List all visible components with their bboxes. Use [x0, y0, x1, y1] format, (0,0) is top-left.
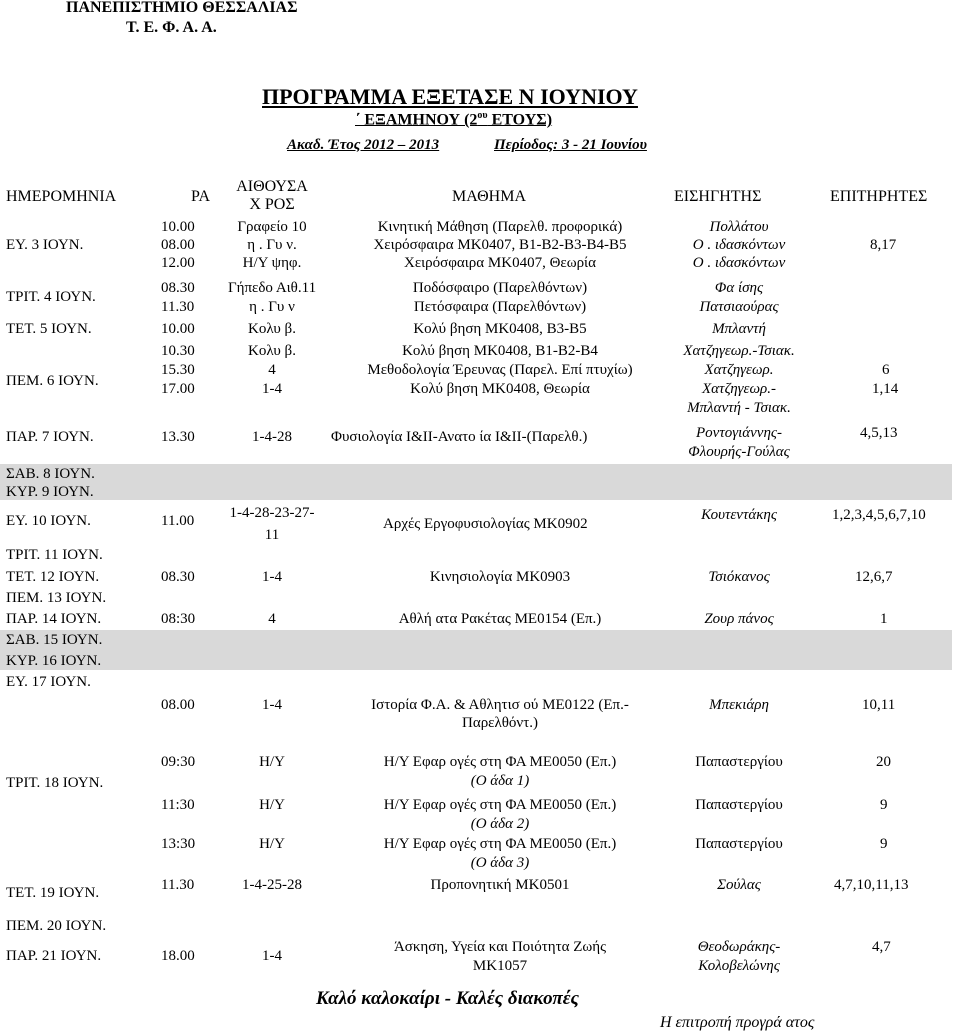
date-cell: ΤΡΙΤ. 4 ΙΟΥΝ. [6, 289, 96, 305]
room-cell: 1-4-28-23-27- [229, 505, 315, 521]
date-cell: ΕΥ. 3 ΙΟΥΝ. [6, 237, 84, 253]
course-cell: Η/Υ Εφαρ ογές στη ΦΑ ΜΕ0050 (Επ.) [383, 797, 617, 813]
room-cell: Γήπεδο Αιθ.11 [227, 280, 317, 296]
time-cell: 08.30 [161, 569, 195, 585]
date-cell: ΚΥΡ. 16 ΙΟΥΝ. [6, 653, 102, 669]
room-cell: Κολυ β. [248, 321, 296, 337]
instructor-cell: Ο . ιδασκόντων [692, 255, 786, 271]
date-cell: ΠΕΜ. 6 ΙΟΥΝ. [6, 373, 99, 389]
proctors-cell: 12,6,7 [855, 569, 893, 585]
course-cell: Κολύ βηση ΜΚ0408, Θεωρία [410, 381, 590, 397]
instructor-cell: Πολλάτου [709, 219, 769, 235]
course-cell: Αρχές Εργοφυσιολογίας ΜΚ0902 [383, 516, 588, 532]
col-room-1: ΑΙΘΟΥΣΑ [236, 178, 308, 195]
date-cell: ΠΑΡ. 7 ΙΟΥΝ. [6, 429, 94, 445]
proctors-cell: 4,5,13 [860, 425, 898, 441]
instructor-cell: Φλουρής-Γούλας [688, 444, 790, 460]
room-cell: Η/Υ [259, 836, 285, 852]
proctors-cell: 9 [880, 836, 888, 852]
course-cell: Κινησιολογία ΜΚ0903 [429, 569, 571, 585]
proctors-cell: 8,17 [870, 237, 897, 253]
time-cell: 08.30 [161, 280, 195, 296]
date-cell: ΠΑΡ. 21 ΙΟΥΝ. [6, 948, 102, 964]
course-cell: Ποδόσφαιρο (Παρελθόντων) [412, 280, 588, 296]
exam-period: Περίοδος: 3 - 21 Ιουνίου [494, 137, 647, 153]
date-cell: ΤΡΙΤ. 11 ΙΟΥΝ. [6, 547, 103, 563]
room-cell: 1-4 [262, 381, 282, 397]
date-cell: ΤΕΤ. 19 ΙΟΥΝ. [6, 885, 100, 901]
instructor-cell: Χατζηγεωρ. [704, 362, 774, 378]
room-cell: Γραφείο 10 [237, 219, 307, 235]
proctors-cell: 10,11 [862, 697, 896, 713]
course-cell: Ιστορία Φ.Α. & Αθλητισ ού ΜΕ0122 (Επ.- [371, 697, 629, 713]
course-cell: Άσκηση, Υγεία και Ποιότητα Ζωής [393, 939, 607, 955]
room-cell: 1-4 [262, 948, 282, 964]
date-cell: ΚΥΡ. 9 ΙΟΥΝ. [6, 484, 94, 500]
time-cell: 13.30 [161, 429, 195, 445]
instructor-cell: Ροντογιάννης- [696, 425, 782, 441]
instructor-cell: Παπαστεργίου [695, 754, 783, 770]
closing-wish: Καλό καλοκαίρι - Καλές διακοπές [316, 988, 579, 1009]
group-cell: (Ο άδα 1) [470, 773, 530, 789]
academic-year: Ακαδ. Έτος 2012 – 2013 [287, 137, 440, 153]
time-cell: 18.00 [161, 948, 195, 964]
room-cell: 1-4-25-28 [242, 877, 302, 893]
date-cell: ΣΑΒ. 8 ΙΟΥΝ. [6, 466, 95, 482]
date-cell: ΠΑΡ. 14 ΙΟΥΝ. [6, 611, 102, 627]
date-cell: ΠΕΜ. 20 ΙΟΥΝ. [6, 918, 107, 934]
page-subtitle: ΄ ΕΞΑΜΗΝΟΥ ($2^{o\upsilon}$ ΕΤΟΥΣ) [355, 110, 553, 129]
course-cell: Αθλή ατα Ρακέτας ΜΕ0154 (Επ.) [398, 611, 602, 627]
room-cell: 1-4-28 [252, 429, 292, 445]
time-cell: 17.00 [161, 381, 195, 397]
course-cell: Κολύ βηση ΜΚ0408, Β1-Β2-Β4 [402, 343, 598, 359]
col-instructor: ΕΙΣΗΓΗΤΗΣ [674, 188, 762, 205]
room-cell: Η/Υ [259, 797, 285, 813]
course-cell: Προπονητική ΜΚ0501 [430, 877, 570, 893]
col-date: ΗΜΕΡΟΜΗΝΙΑ [6, 188, 117, 205]
instructor-cell: Σούλας [717, 877, 761, 893]
time-cell: 10.00 [161, 321, 195, 337]
time-cell: 10.30 [161, 343, 195, 359]
room-cell: Η/Υ ψηφ. [242, 255, 302, 271]
instructor-cell: Πατσιαούρας [699, 299, 779, 315]
instructor-cell: Παπαστεργίου [695, 797, 783, 813]
date-cell: ΤΕΤ. 12 ΙΟΥΝ. [6, 569, 100, 585]
course-cell: Κολύ βηση ΜΚ0408, Β3-Β5 [413, 321, 587, 337]
instructor-cell: Ζουρ πάνος [704, 611, 774, 627]
course-cell: Κινητική Μάθηση (Παρελθ. προφορικά) [377, 219, 623, 235]
room-cell: η . Γυ ν [249, 299, 295, 315]
instructor-cell: Χατζηγεωρ.-Τσιακ. [683, 343, 795, 359]
instructor-cell: Ο . ιδασκόντων [692, 237, 786, 253]
course-cell: Χειρόσφαιρα ΜΚ0407, Θεωρία [404, 255, 596, 271]
time-cell: 10.00 [161, 219, 195, 235]
room-cell: 4 [268, 611, 276, 627]
proctors-cell: 6 [882, 362, 890, 378]
instructor-cell: Θεοδωράκης- [697, 939, 781, 955]
proctors-cell: 20 [876, 754, 891, 770]
col-proctors: ΕΠΙΤΗΡΗΤΕΣ [830, 188, 928, 205]
time-cell: 11:30 [161, 797, 195, 813]
col-time: ΡΑ [191, 188, 210, 205]
col-room-2: Χ ΡΟΣ [249, 196, 295, 213]
room-cell: 1-4 [262, 697, 282, 713]
course-cell: Μεθοδολογία Έρευνας (Παρελ. Επί πτυχίω) [367, 362, 633, 378]
group-cell: (Ο άδα 2) [470, 816, 530, 832]
time-cell: 15.30 [161, 362, 195, 378]
instructor-cell: Κολοβελώνης [698, 958, 780, 974]
committee-signature: Η επιτροπή προγρά ατος [660, 1014, 815, 1031]
time-cell: 08.00 [161, 697, 195, 713]
university-name: ΠΑΝΕΠΙΣΤΗΜΙΟ ΘΕΣΣΑΛΙΑΣ [66, 0, 298, 16]
proctors-cell: 4,7,10,11,13 [834, 877, 909, 893]
room-cell: 4 [268, 362, 276, 378]
proctors-cell: 1,2,3,4,5,6,7,10 [832, 507, 926, 523]
date-cell: ΤΡΙΤ. 18 ΙΟΥΝ. [6, 775, 104, 791]
proctors-cell: 1 [880, 611, 888, 627]
time-cell: 11.30 [161, 877, 195, 893]
date-cell: ΕΥ. 10 ΙΟΥΝ. [6, 513, 91, 529]
page-title: ΠΡΟΓΡΑΜΜΑ ΕΞΕΤΑΣΕ Ν ΙΟΥΝΙΟΥ [262, 84, 638, 109]
col-course: ΜΑΘΗΜΑ [452, 188, 527, 205]
course-cell: Πετόσφαιρα (Παρελθόντων) [413, 299, 587, 315]
time-cell: 08:30 [161, 611, 196, 627]
weekend-shade-8-9 [0, 464, 952, 500]
weekend-shade-15-16 [0, 630, 952, 670]
instructor-cell: Κουτεντάκης [701, 507, 777, 523]
instructor-cell: Μπλαντή [712, 321, 766, 337]
room-cell: η . Γυ ν. [247, 237, 297, 253]
room-cell: Η/Υ [259, 754, 285, 770]
group-cell: (Ο άδα 3) [470, 855, 530, 871]
proctors-cell: 4,7 [872, 939, 891, 955]
time-cell: 09:30 [161, 754, 196, 770]
instructor-cell: Φα ίσης [714, 280, 764, 296]
time-cell: 12.00 [161, 255, 195, 271]
instructor-cell: Μπλαντή - Τσιακ. [687, 400, 791, 416]
instructor-cell: Τσιόκανος [708, 569, 770, 585]
course-cell: ΜΚ1057 [472, 958, 528, 974]
date-cell: ΕΥ. 17 ΙΟΥΝ. [6, 674, 91, 690]
time-cell: 11.00 [161, 513, 195, 529]
instructor-cell: Μπεκιάρη [709, 697, 769, 713]
instructor-cell: Χατζηγεωρ.- [701, 381, 777, 397]
proctors-cell: 9 [880, 797, 888, 813]
proctors-cell: 1,14 [872, 381, 899, 397]
date-cell: ΠΕΜ. 13 ΙΟΥΝ. [6, 590, 107, 606]
time-cell: 08.00 [161, 237, 195, 253]
course-cell: Φυσιολογία Ι&ΙΙ-Ανατο ία Ι&ΙΙ-(Παρελθ.) [331, 429, 588, 445]
department-name: Τ. Ε. Φ. Α. Α. [126, 19, 217, 36]
date-cell: ΤΕΤ. 5 ΙΟΥΝ. [6, 321, 92, 337]
time-cell: 11.30 [161, 299, 195, 315]
course-cell: Η/Υ Εφαρ ογές στη ΦΑ ΜΕ0050 (Επ.) [383, 754, 617, 770]
course-cell: Χειρόσφαιρα ΜΚ0407, Β1-Β2-Β3-Β4-Β5 [373, 237, 627, 253]
room-cell: 1-4 [262, 569, 282, 585]
course-cell: Παρελθόντ.) [462, 715, 538, 731]
course-cell: Η/Υ Εφαρ ογές στη ΦΑ ΜΕ0050 (Επ.) [383, 836, 617, 852]
room-cell: Κολυ β. [248, 343, 296, 359]
room-cell: 11 [264, 527, 280, 543]
time-cell: 13:30 [161, 836, 196, 852]
date-cell: ΣΑΒ. 15 ΙΟΥΝ. [6, 632, 103, 648]
instructor-cell: Παπαστεργίου [695, 836, 783, 852]
